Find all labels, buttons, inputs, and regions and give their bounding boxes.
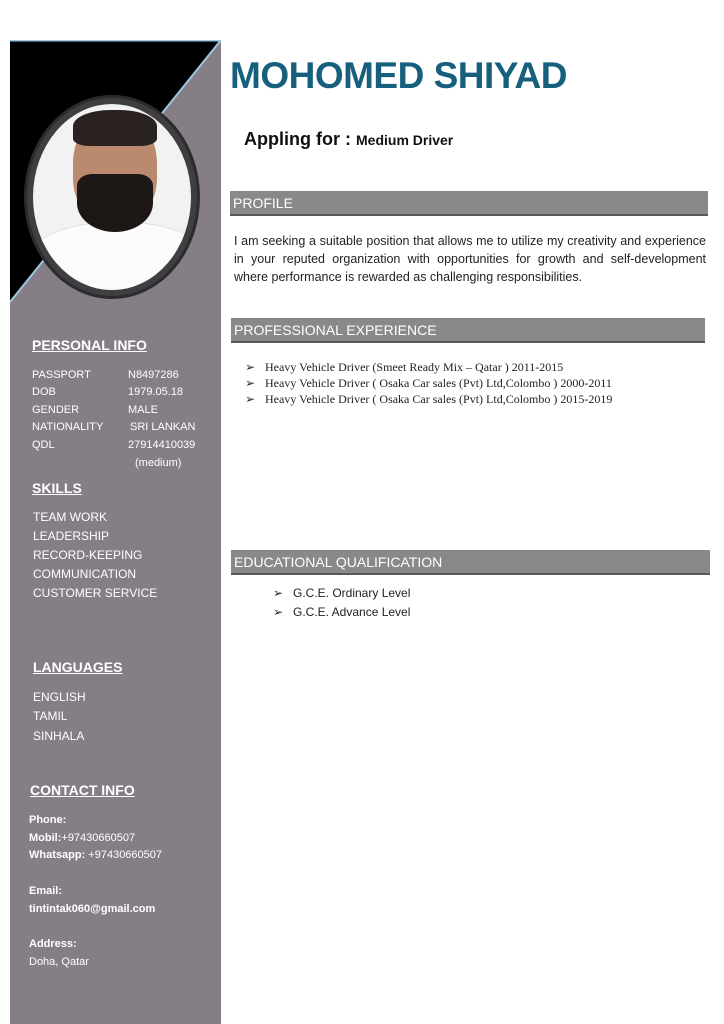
info-label-nationality: NATIONALITY [32, 421, 104, 433]
arrow-bullet-icon: ➢ [245, 360, 256, 374]
photo-beard [77, 174, 153, 232]
education-item-text: G.C.E. Advance Level [293, 605, 411, 619]
skill-item: LEADERSHIP [33, 529, 110, 543]
contact-whatsapp: Whatsapp: +97430660507 [29, 849, 163, 861]
skill-item: TEAM WORK [33, 510, 107, 524]
info-value-dob: 1979.05.18 [128, 386, 184, 398]
arrow-bullet-icon: ➢ [245, 376, 256, 390]
language-item: SINHALA [33, 729, 85, 743]
photo-shirt [33, 222, 191, 290]
contact-mobil: Mobil:+97430660507 [29, 832, 136, 844]
contact-mobil-value: +97430660507 [61, 832, 136, 844]
contact-whatsapp-value: +97430660507 [88, 849, 163, 861]
info-label-qdl: QDL [32, 439, 55, 451]
applying-label: Appling for : [244, 129, 351, 149]
info-label-passport: PASSPORT [32, 369, 91, 381]
candidate-name: MOHOMED SHIYAD [230, 55, 568, 96]
profile-section-header: PROFILE [230, 191, 708, 216]
skills-title: SKILLS [32, 480, 82, 496]
info-qdl-note: (medium) [135, 457, 182, 469]
applying-value: Medium Driver [356, 132, 454, 148]
info-value-passport: N8497286 [128, 369, 179, 381]
experience-item [245, 376, 612, 391]
experience-item-text: Heavy Vehicle Driver ( Osaka Car sales (Pvt) Ltd,Colombo ) 2000-2011 [265, 376, 612, 390]
education-item [273, 586, 410, 600]
education-item [273, 605, 410, 619]
education-section-header: EDUCATIONAL QUALIFICATION [231, 550, 710, 575]
experience-item [245, 360, 563, 375]
experience-section-header: PROFESSIONAL EXPERIENCE [231, 318, 705, 343]
experience-item-text: Heavy Vehicle Driver ( Osaka Car sales (Pvt) Ltd,Colombo ) 2015-2019 [265, 392, 613, 406]
arrow-bullet-icon: ➢ [273, 605, 284, 619]
languages-title: LANGUAGES [33, 659, 123, 675]
contact-address-value: Doha, Qatar [29, 956, 89, 968]
photo-hair [73, 110, 157, 146]
experience-item [245, 392, 612, 407]
profile-text: I am seeking a suitable position that allows me to utilize my creativity and experience in your reputed organization with opportunities for growth and self-development where performance is rewarded as challenging responsibilities. [234, 234, 706, 284]
contact-email-value: tintintak060@gmail.com [29, 903, 156, 915]
personal-info-title: PERSONAL INFO [32, 337, 147, 353]
arrow-bullet-icon: ➢ [245, 392, 256, 406]
applying-for [244, 129, 453, 150]
language-item: ENGLISH [33, 690, 86, 704]
skill-item: COMMUNICATION [33, 567, 137, 581]
contact-title: CONTACT INFO [30, 782, 135, 798]
experience-item-text: Heavy Vehicle Driver (Smeet Ready Mix – Qatar ) 2011-2015 [265, 360, 564, 374]
info-value-qdl: 27914410039 [128, 439, 196, 451]
skill-item: RECORD-KEEPING [33, 548, 143, 562]
contact-phone-label: Phone: [29, 814, 67, 826]
language-item: TAMIL [33, 709, 68, 723]
arrow-bullet-icon: ➢ [273, 586, 284, 600]
info-label-dob: DOB [32, 386, 56, 398]
education-item-text: G.C.E. Ordinary Level [293, 586, 411, 600]
contact-address-label: Address: [29, 938, 77, 950]
profile-photo [24, 95, 200, 299]
info-label-gender: GENDER [32, 404, 80, 416]
skill-item: CUSTOMER SERVICE [33, 586, 158, 600]
contact-email-label: Email: [29, 885, 63, 897]
info-value-gender: MALE [128, 404, 158, 416]
photo-portrait [33, 104, 191, 290]
info-value-nationality: SRI LANKAN [130, 421, 196, 433]
